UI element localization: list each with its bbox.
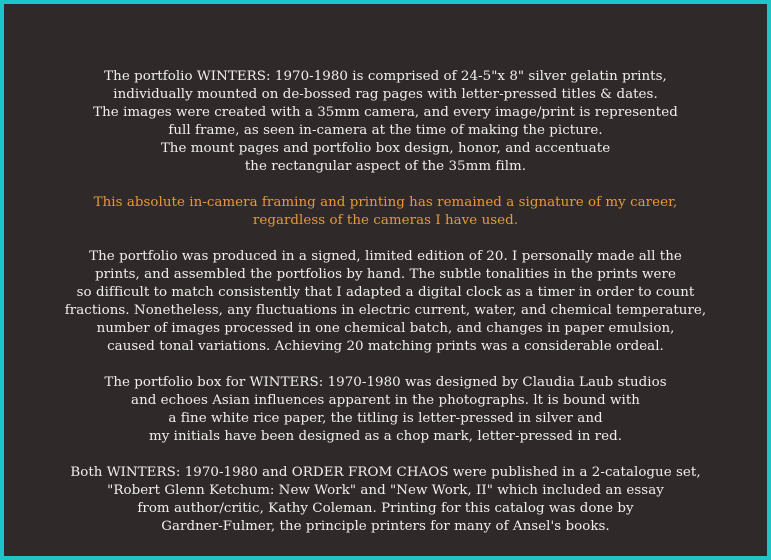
text-line: full frame, as seen in-camera at the time of making the picture. (168, 123, 603, 138)
text-line: a fine white rice paper, the titling is letter-pressed in silver and (168, 411, 603, 426)
text-line: the rectangular aspect of the 35mm film. (244, 159, 527, 174)
text-line: my initials have been designed as a chop mark, letter-pressed in red. (148, 429, 623, 444)
text-line: The mount pages and portfolio box design, honor, and accentuate (160, 141, 611, 156)
text-line: The portfolio WINTERS: 1970-1980 is comprised of 24-5"x 8" silver gelatin prints, (104, 69, 667, 84)
highlight-line: regardless of the cameras I have used. (252, 213, 519, 228)
text-line: so difficult to match consistently that I adapted a digital clock as a timer in order to count (76, 285, 695, 300)
paragraph-signature-highlight (4, 194, 767, 230)
text-line: The portfolio box for WINTERS: 1970-1980 was designed by Claudia Laub studios (104, 375, 667, 390)
text-line: number of images processed in one chemical batch, and changes in paper emulsion, (96, 321, 675, 336)
text-line: and echoes Asian influences apparent in the photographs. lt is bound with (131, 393, 640, 408)
text-line: prints, and assembled the portfolios by hand. The subtle tonalities in the prints were (95, 267, 676, 282)
text-line: The portfolio was produced in a signed, limited edition of 20. I personally made all the (89, 249, 682, 264)
text-line: fractions. Nonetheless, any fluctuations in electric current, water, and chemical temperature, (64, 303, 707, 318)
paragraph-portfolio-description (4, 68, 767, 176)
text-panel (4, 4, 767, 556)
highlight-line: This absolute in-camera framing and printing has remained a signature of my career, (93, 195, 678, 210)
body-text (4, 68, 767, 554)
text-line: from author/critic, Kathy Coleman. Printing for this catalog was done by (137, 501, 634, 516)
text-line: Gardner-Fulmer, the principle printers for many of Ansel's books. (161, 519, 610, 534)
paragraph-edition-details (4, 248, 767, 356)
text-line: Both WINTERS: 1970-1980 and ORDER FROM CHAOS were published in a 2-catalogue set, (70, 465, 701, 480)
text-line: caused tonal variations. Achieving 20 matching prints was a considerable ordeal. (107, 339, 664, 354)
text-line: The images were created with a 35mm camera, and every image/print is represented (93, 105, 678, 120)
text-line: individually mounted on de-bossed rag pages with letter-pressed titles & dates. (113, 87, 658, 102)
paragraph-portfolio-box (4, 374, 767, 446)
text-line: "Robert Glenn Ketchum: New Work" and "New Work, II" which included an essay (107, 483, 664, 498)
paragraph-catalogue (4, 464, 767, 536)
